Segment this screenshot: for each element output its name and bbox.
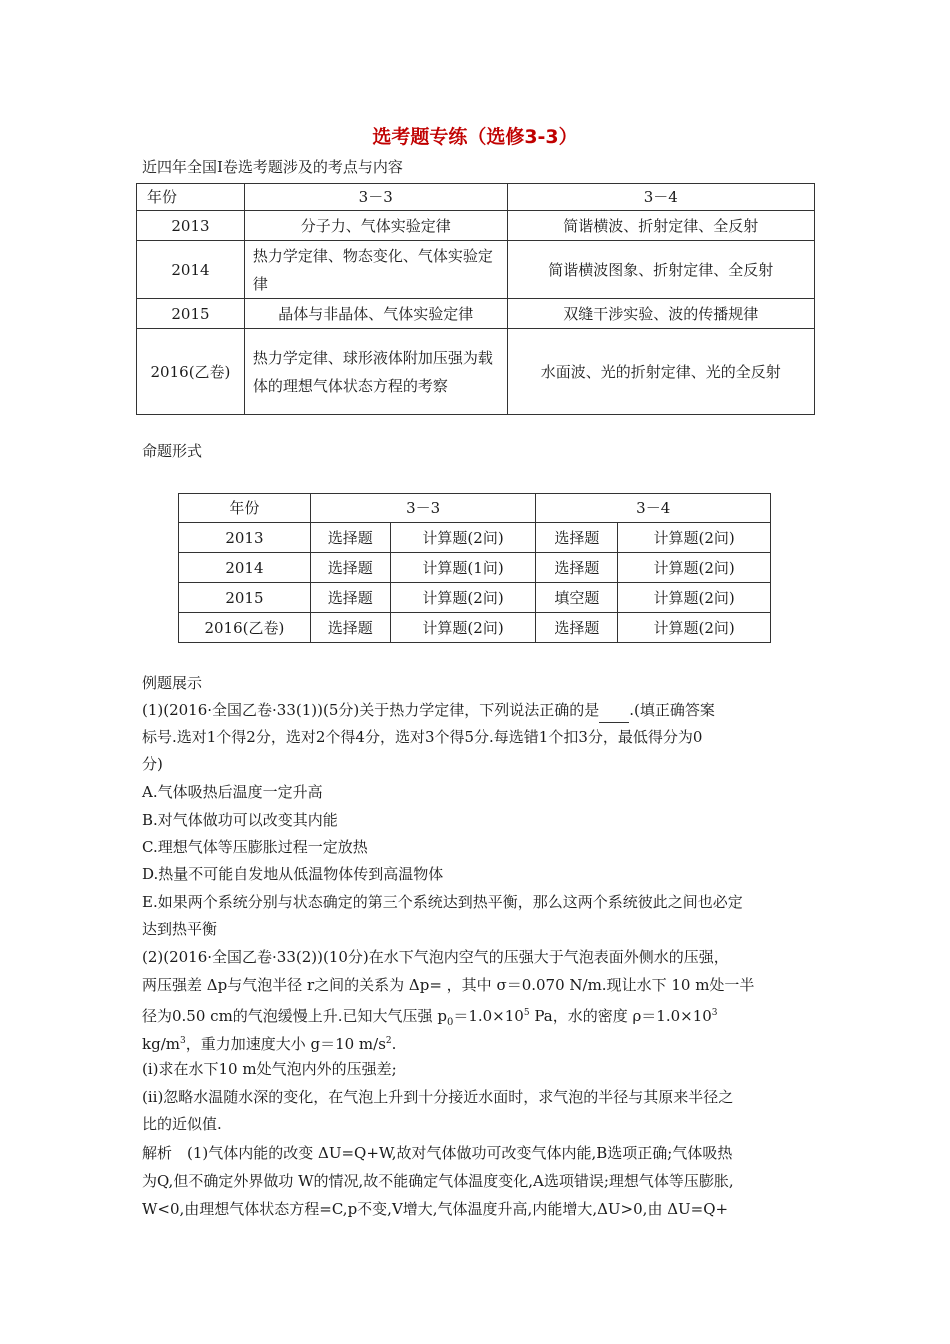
q1-text: .(填正确答案 bbox=[629, 701, 715, 719]
table-row bbox=[137, 299, 815, 329]
year-cell: 2015 bbox=[137, 299, 245, 329]
option-e-cont: 达到热平衡 bbox=[142, 920, 218, 938]
question-2-line: (2)(2016·全国乙卷·33(2))(10分)在水下气泡内空气的压强大于气泡表面外侧水的压强， bbox=[142, 948, 729, 966]
format-cell: 选择题 bbox=[536, 553, 618, 583]
format-cell: 选择题 bbox=[536, 613, 618, 643]
q2-text: Pa，水的密度 ρ＝1.0×10 bbox=[529, 1007, 712, 1025]
option-e: E.如果两个系统分别与状态确定的第三个系统达到热平衡，那么这两个系统彼此之间也必定 bbox=[142, 893, 743, 911]
table-row bbox=[137, 211, 815, 241]
topic-33-cell: 热力学定律、球形液体附加压强为载体的理想气体状态方程的考察 bbox=[244, 329, 507, 415]
topic-34-cell: 水面波、光的折射定律、光的全反射 bbox=[507, 329, 815, 415]
format-cell: 选择题 bbox=[310, 613, 390, 643]
question-2-line: 两压强差 Δp与气泡半径 r之间的关系为 Δp= ，其中 σ＝0.070 N/m.现让水下 10 m处一半 bbox=[142, 976, 755, 994]
table-header-row bbox=[137, 184, 815, 211]
superscript: 2 bbox=[385, 1036, 392, 1046]
format-cell: 选择题 bbox=[310, 523, 390, 553]
topics-table bbox=[136, 183, 815, 415]
answer-blank bbox=[599, 706, 629, 723]
year-cell: 2014 bbox=[179, 553, 311, 583]
q2-text: ＝1.0×10 bbox=[453, 1007, 524, 1025]
q2-text: 径为0.50 cm的气泡缓慢上升.已知大气压强 p bbox=[142, 1007, 447, 1025]
format-cell: 计算题(2问) bbox=[618, 523, 771, 553]
year-cell: 2014 bbox=[137, 241, 245, 299]
format-cell: 填空题 bbox=[536, 583, 618, 613]
q2-text: . bbox=[391, 1035, 397, 1053]
superscript: 3 bbox=[179, 1036, 186, 1046]
year-cell: 2013 bbox=[179, 523, 311, 553]
year-cell: 2013 bbox=[137, 211, 245, 241]
year-cell: 2015 bbox=[179, 583, 311, 613]
header-year: 年份 bbox=[137, 184, 245, 211]
topic-34-cell: 双缝干涉实验、波的传播规律 bbox=[507, 299, 815, 329]
question-1-line: 分) bbox=[142, 755, 163, 773]
format-cell: 计算题(2问) bbox=[390, 583, 536, 613]
question-1-line bbox=[142, 697, 814, 723]
table-header-row bbox=[179, 494, 771, 523]
topic-34-cell: 简谐横波图象、折射定律、全反射 bbox=[507, 241, 815, 299]
format-cell: 计算题(2问) bbox=[390, 523, 536, 553]
year-cell: 2016(乙卷) bbox=[137, 329, 245, 415]
solution-line: 为Q,但不确定外界做功 W的情况,故不能确定气体温度变化,A选项错误;理想气体等压膨胀, bbox=[142, 1172, 734, 1190]
header-34: 3－4 bbox=[507, 184, 815, 211]
question-2-line bbox=[142, 1028, 814, 1057]
header-year: 年份 bbox=[179, 494, 311, 523]
section-heading: 例题展示 bbox=[142, 674, 203, 692]
format-cell: 计算题(2问) bbox=[618, 613, 771, 643]
format-cell: 计算题(2问) bbox=[618, 583, 771, 613]
table-row bbox=[179, 583, 771, 613]
header-33: 3－3 bbox=[244, 184, 507, 211]
format-cell: 计算题(1问) bbox=[390, 553, 536, 583]
topic-33-cell: 分子力、气体实验定律 bbox=[244, 211, 507, 241]
format-cell: 选择题 bbox=[310, 583, 390, 613]
format-cell: 选择题 bbox=[310, 553, 390, 583]
table-row bbox=[179, 553, 771, 583]
option-b: B.对气体做功可以改变其内能 bbox=[142, 811, 338, 829]
section-heading: 命题形式 bbox=[142, 442, 203, 460]
q2-text: ，重力加速度大小 g＝10 m/s bbox=[185, 1035, 386, 1053]
question-2-part-2-cont: 比的近似值. bbox=[142, 1115, 222, 1133]
superscript: 3 bbox=[711, 1008, 718, 1018]
table-row bbox=[179, 523, 771, 553]
solution-line: 解析 (1)气体内能的改变 ΔU=Q+W,故对气体做功可改变气体内能,B选项正确;气体吸热 bbox=[142, 1144, 733, 1162]
q1-text: (1)(2016·全国乙卷·33(1))(5分)关于热力学定律，下列说法正确的是 bbox=[142, 701, 600, 719]
header-33: 3－3 bbox=[310, 494, 536, 523]
intro-text: 近四年全国Ⅰ卷选考题涉及的考点与内容 bbox=[142, 158, 403, 176]
superscript: 5 bbox=[523, 1008, 530, 1018]
option-a: A.气体吸热后温度一定升高 bbox=[142, 783, 323, 801]
topic-33-cell: 热力学定律、物态变化、气体实验定律 bbox=[244, 241, 507, 299]
topic-34-cell: 简谐横波、折射定律、全反射 bbox=[507, 211, 815, 241]
topic-33-cell: 晶体与非晶体、气体实验定律 bbox=[244, 299, 507, 329]
format-cell: 计算题(2问) bbox=[390, 613, 536, 643]
format-cell: 计算题(2问) bbox=[618, 553, 771, 583]
format-cell: 选择题 bbox=[536, 523, 618, 553]
q2-text: kg/m bbox=[142, 1035, 180, 1053]
table-row bbox=[137, 329, 815, 415]
subscript: 0 bbox=[446, 1017, 454, 1028]
table-row bbox=[179, 613, 771, 643]
year-cell: 2016(乙卷) bbox=[179, 613, 311, 643]
solution-line: W<0,由理想气体状态方程=C,p不变,V增大,气体温度升高,内能增大,ΔU>0,由 ΔU=Q+ bbox=[142, 1200, 729, 1218]
question-2-part-2: (ⅱ)忽略水温随水深的变化，在气泡上升到十分接近水面时，求气泡的半径与其原来半径之 bbox=[142, 1088, 734, 1106]
question-2-part-1: (ⅰ)求在水下10 m处气泡内外的压强差; bbox=[142, 1060, 397, 1078]
option-d: D.热量不可能自发地从低温物体传到高温物体 bbox=[142, 865, 444, 883]
option-c: C.理想气体等压膨胀过程一定放热 bbox=[142, 838, 368, 856]
table-row bbox=[137, 241, 815, 299]
question-format-table bbox=[178, 493, 771, 643]
question-1-line: 标号.选对1个得2分，选对2个得4分，选对3个得5分.每选错1个扣3分，最低得分为0 bbox=[142, 728, 703, 746]
header-34: 3－4 bbox=[536, 494, 771, 523]
page-title: 选考题专练（选修3-3） bbox=[372, 126, 578, 148]
